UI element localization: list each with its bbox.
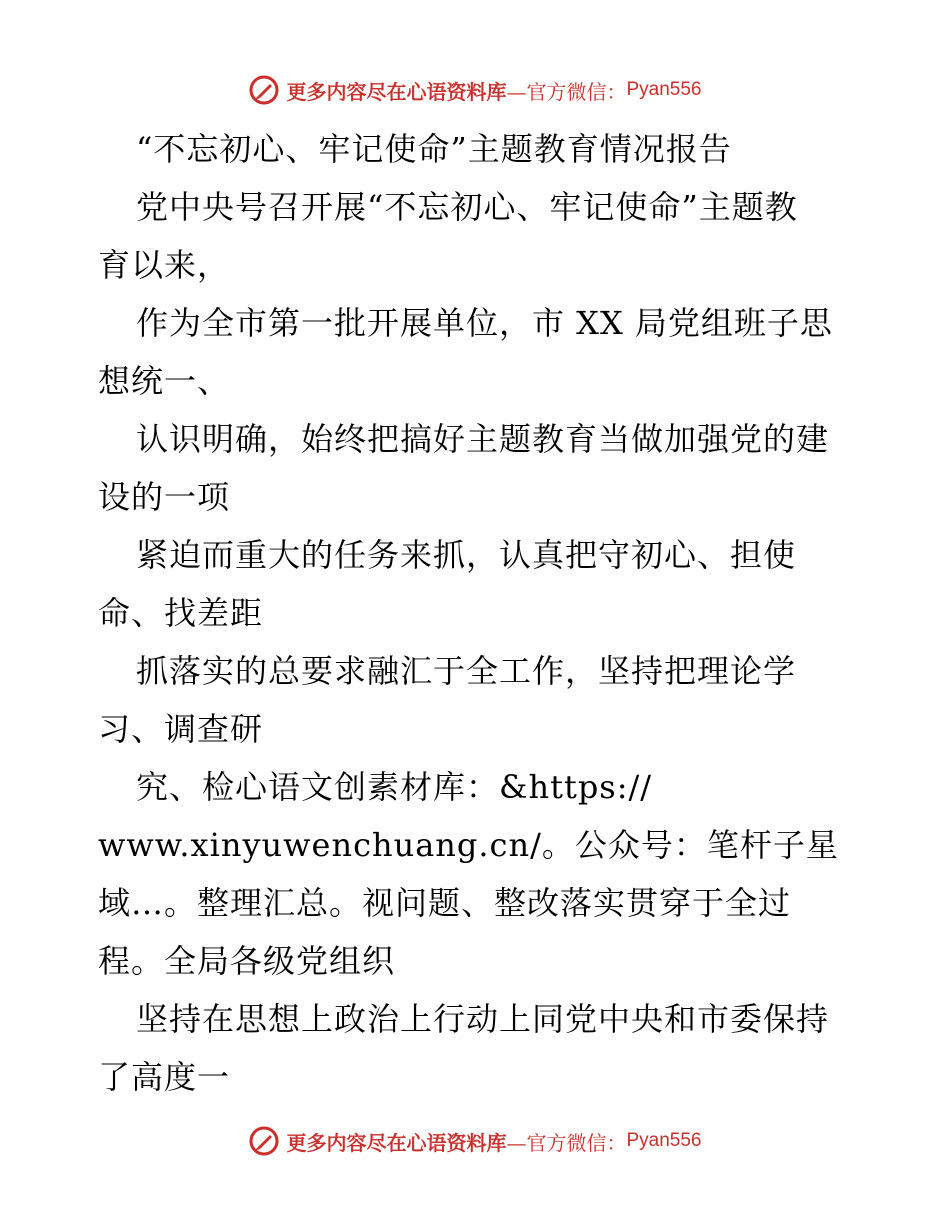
paragraph-line: 设的一项 <box>98 478 231 516</box>
paragraph-line: 域…。整理汇总。视问题、整改落实贯穿于全过 <box>98 884 792 922</box>
paragraph-line: 究、检心语文创素材库：&https:// <box>136 768 653 806</box>
pen-nib-logo-icon <box>248 1125 280 1157</box>
document-title: “不忘初心、牢记使命”主题教育情况报告 <box>136 130 732 168</box>
banner-wechat-id: Pyan556 <box>626 1130 702 1151</box>
banner-sub-text: —官方微信： <box>506 1130 627 1155</box>
paragraph-line: 命、找差距 <box>98 594 264 632</box>
document-body <box>98 120 858 1106</box>
paragraph-line: 抓落实的总要求融汇于全工作，坚持把理论学 <box>136 652 797 690</box>
paragraph-line: 认识明确，始终把搞好主题教育当做加强党的建 <box>136 420 830 458</box>
footer-banner <box>0 1121 950 1161</box>
paragraph-line: 程。全局各级党组织 <box>98 942 396 980</box>
paragraph-line: www.xinyuwenchuang.cn/。公众号：笔杆子星 <box>98 826 839 864</box>
paragraph-line: 育以来， <box>98 246 231 284</box>
paragraph-line: 坚持在思想上政治上行动上同党中央和市委保持 <box>136 1000 830 1038</box>
paragraph-line: 想统一、 <box>98 362 231 400</box>
pen-nib-logo-icon <box>248 74 280 106</box>
banner-main-text: 更多内容尽在心语资料库 <box>286 1130 507 1155</box>
paragraph-line: 习、调查研 <box>98 710 264 748</box>
banner-wechat-id: Pyan556 <box>626 79 702 100</box>
paragraph-line: 了高度一 <box>98 1058 231 1096</box>
banner-sub-text: —官方微信： <box>506 79 627 104</box>
paragraph-line: 作为全市第一批开展单位，市 XX 局党组班子思 <box>136 304 833 342</box>
header-banner <box>0 70 950 110</box>
paragraph-line: 党中央号召开展“不忘初心、牢记使命”主题教 <box>136 188 798 226</box>
paragraph-line: 紧迫而重大的任务来抓，认真把守初心、担使 <box>136 536 797 574</box>
banner-main-text: 更多内容尽在心语资料库 <box>286 79 507 104</box>
